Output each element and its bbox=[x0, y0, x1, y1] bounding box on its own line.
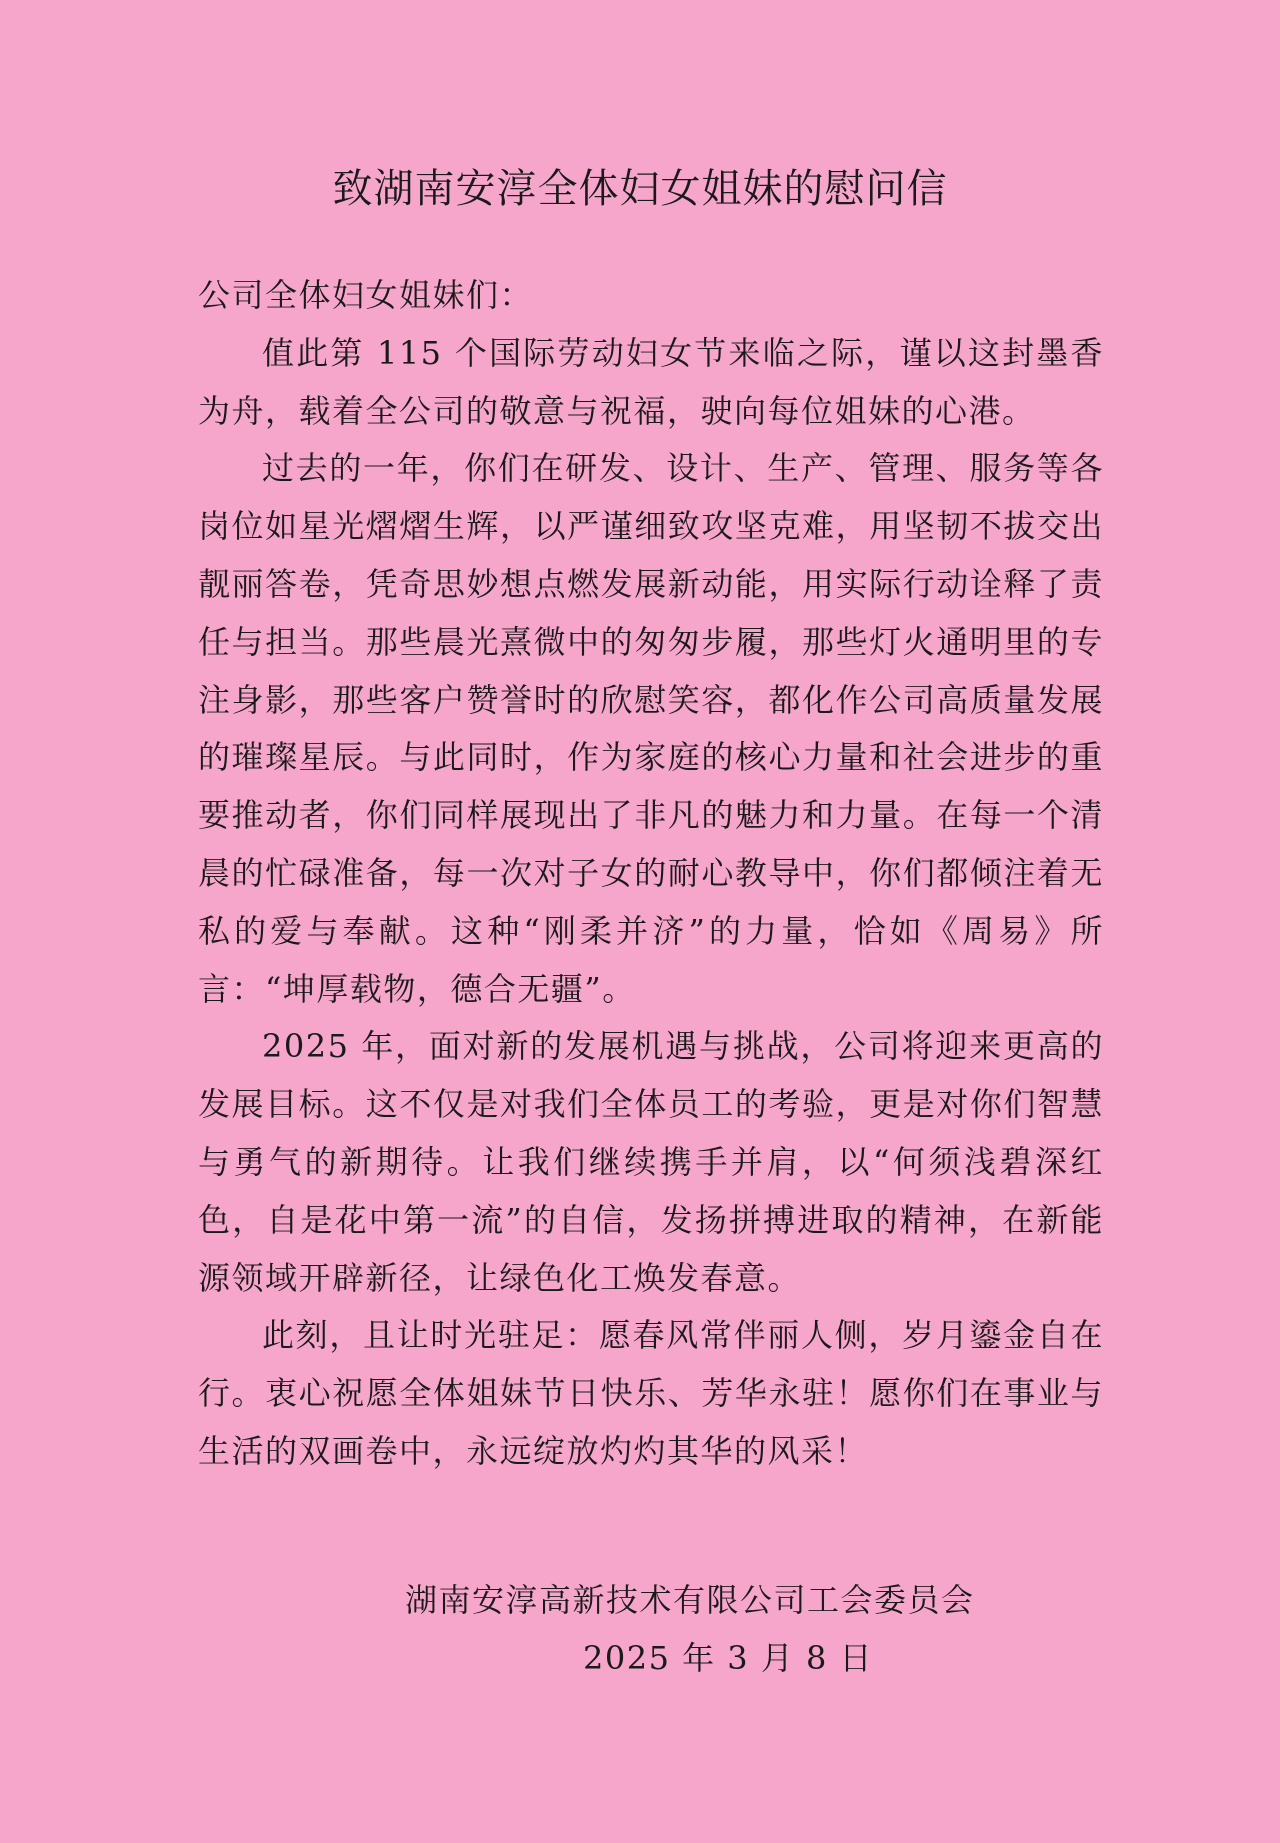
salutation: 公司全体妇女姐妹们： bbox=[198, 276, 534, 314]
letter-date: 2025 年 3 月 8 日 bbox=[583, 1639, 874, 1677]
signature: 湖南安淳高新技术有限公司工会委员会 bbox=[405, 1581, 975, 1619]
paragraph-review: 过去的一年，你们在研发、设计、生产、管理、服务等各岗位如星光熠熠生辉，以严谨细致攻坚克难，用坚韧不拔交出靓丽答卷，凭奇思妙想点燃发展新动能，用实际行动诠释了责任与担当。那些晨光熹微中的匆匆步履，那些灯火通明里的专注身影，那些客户赞誉时的欣慰笑容，都化作公司高质量发展的璀璨星辰。与此同时，作为家庭的核心力量和社会进步的重要推动者，你们同样展现出了非凡的魅力和力量。在每一个清晨的忙碌准备，每一次对子女的耐心教导中，你们都倾注着无私的爱与奉献。这种“刚柔并济”的力量，恰如《周易》所言：“坤厚载物，德合无疆”。 bbox=[198, 449, 1104, 1008]
letter-body bbox=[198, 267, 1104, 1481]
paragraph-outlook: 2025 年，面对新的发展机遇与挑战，公司将迎来更高的发展目标。这不仅是对我们全体员工的考验，更是对你们智慧与勇气的新期待。让我们继续携手并肩，以“何须浅碧深红色，自是花中第一流”的自信，发扬拼搏进取的精神，在新能源领域开辟新径，让绿色化工焕发春意。 bbox=[198, 1027, 1104, 1297]
paragraph-greeting: 值此第 115 个国际劳动妇女节来临之际，谨以这封墨香为舟，载着全公司的敬意与祝福，驶向每位姐妹的心港。 bbox=[198, 333, 1104, 430]
letter-title: 致湖南安淳全体妇女姐妹的慰问信 bbox=[332, 166, 948, 212]
paragraph-wishes: 此刻，且让时光驻足：愿春风常伴丽人侧，岁月鎏金自在行。衷心祝愿全体姐妹节日快乐、芳华永驻！愿你们在事业与生活的双画卷中，永远绽放灼灼其华的风采！ bbox=[198, 1316, 1104, 1470]
